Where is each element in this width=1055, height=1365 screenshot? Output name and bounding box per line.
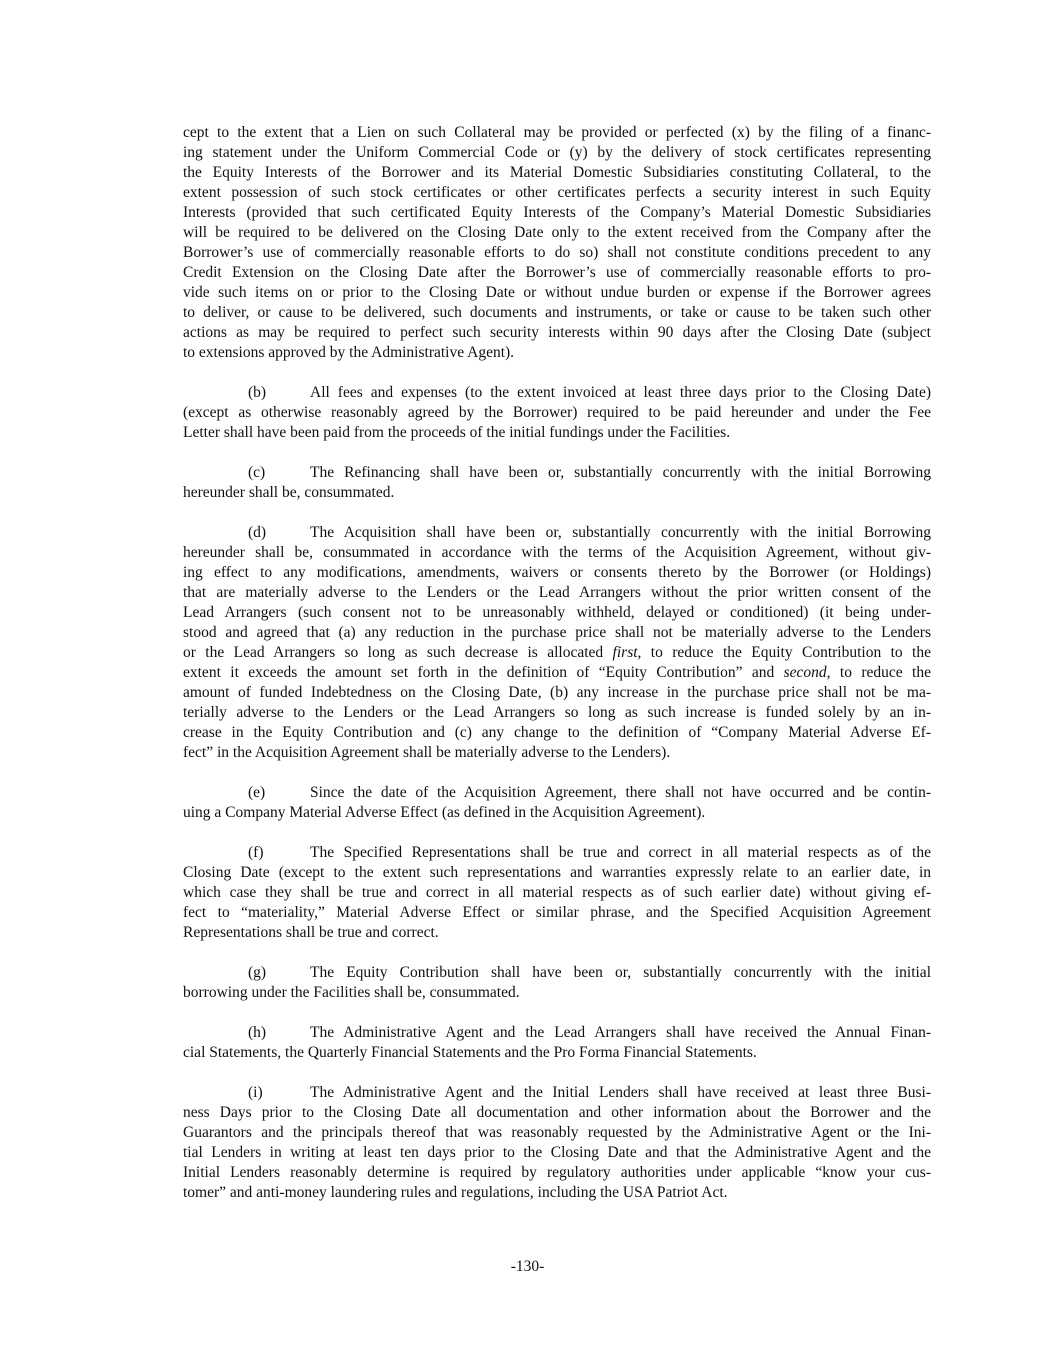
text-line: extent possession of such stock certificates or other certificates perfects a security interest in such Equity <box>183 184 931 201</box>
text-line: the Equity Interests of the Borrower and its Material Domestic Subsidiaries constituting Collateral, to the <box>183 164 931 181</box>
text-line: (g) The Equity Contribution shall have been or, substantially concurrently with the initial <box>183 963 931 983</box>
paragraph-i <box>183 1083 931 1203</box>
text-line: stood and agreed that (a) any reduction in the purchase price shall not be materially adverse to the Lenders <box>183 624 931 641</box>
text-line: (c) The Refinancing shall have been or, substantially concurrently with the initial Borrowing <box>183 463 931 483</box>
text-line: (b) All fees and expenses (to the extent invoiced at least three days prior to the Closing Date) <box>183 383 931 403</box>
paragraph-f <box>183 843 931 943</box>
text-line: ing statement under the Uniform Commercial Code or (y) by the delivery of stock certificates representing <box>183 144 931 161</box>
text-line: that are materially adverse to the Lenders or the Lead Arrangers without the prior written consent of the <box>183 584 931 601</box>
text-line: will be required to be delivered on the Closing Date only to the extent received from the Company after the <box>183 224 931 241</box>
text-line: ness Days prior to the Closing Date all documentation and other information about the Borrower and the <box>183 1104 931 1121</box>
paragraph-label: (e) <box>248 784 266 801</box>
text-line: extent it exceeds the amount set forth in the definition of “Equity Contribution” and second, to reduce the <box>183 664 931 681</box>
paragraph-c <box>183 463 931 503</box>
text-line: actions as may be required to perfect such security interests within 90 days after the Closing Date (subject <box>183 324 931 341</box>
text-line: vide such items on or prior to the Closing Date or without undue burden or expense if the Borrower agrees <box>183 284 931 301</box>
text-line: Interests (provided that such certificated Equity Interests of the Company’s Material Domestic Subsidiaries <box>183 204 931 221</box>
paragraph-label: (h) <box>248 1024 267 1041</box>
paragraph-d <box>183 523 931 763</box>
text-line: tial Lenders in writing at least ten days prior to the Closing Date and that the Administrative Agent and the <box>183 1144 931 1161</box>
text-line: borrowing under the Facilities shall be, consummated. <box>183 984 520 1001</box>
text-line: terially adverse to the Lenders or the Lead Arrangers so long as such increase is funded solely by an in- <box>183 704 931 721</box>
text-line: uing a Company Material Adverse Effect (as defined in the Acquisition Agreement). <box>183 804 706 821</box>
text-line: hereunder shall be, consummated. <box>183 484 395 501</box>
text-line: cial Statements, the Quarterly Financial Statements and the Pro Forma Financial Statements. <box>183 1044 757 1061</box>
text-line: Initial Lenders reasonably determine is required by regulatory authorities under applicable “know your cus- <box>183 1164 931 1181</box>
text-line: to deliver, or cause to be delivered, such documents and instruments, or take or cause to be taken such other <box>183 304 931 321</box>
text-line: ing effect to any modifications, amendments, waivers or consents thereto by the Borrower (or Holdings) <box>183 564 931 581</box>
paragraph-label: (c) <box>248 464 266 481</box>
paragraph-b <box>183 383 931 443</box>
text-line: (h) The Administrative Agent and the Lead Arrangers shall have received the Annual Finan- <box>183 1023 931 1043</box>
text-line: Letter shall have been paid from the proceeds of the initial fundings under the Facilities. <box>183 424 731 441</box>
text-line: hereunder shall be, consummated in accordance with the terms of the Acquisition Agreement, without giv- <box>183 544 931 561</box>
paragraph-h <box>183 1023 931 1063</box>
text-line: (except as otherwise reasonably agreed by the Borrower) required to be paid hereunder and under the Fee <box>183 404 931 421</box>
text-line: to extensions approved by the Administrative Agent). <box>183 344 515 361</box>
text-line: which case they shall be true and correct in all material respects as of such earlier date) without giving ef- <box>183 884 931 901</box>
text-line: Lead Arrangers (such consent not to be unreasonably withheld, delayed or conditioned) (it being under- <box>183 604 931 621</box>
text-line: Credit Extension on the Closing Date after the Borrower’s use of commercially reasonable efforts to pro- <box>183 264 931 281</box>
paragraph-label: (g) <box>248 964 267 981</box>
text-line: Representations shall be true and correct. <box>183 924 439 941</box>
paragraph-label: (f) <box>248 844 264 861</box>
document-body <box>183 123 931 1223</box>
text-line: tomer” and anti-money laundering rules and regulations, including the USA Patriot Act. <box>183 1184 728 1201</box>
text-line: Borrower’s use of commercially reasonable efforts to do so) shall not constitute conditions precedent to any <box>183 244 931 261</box>
text-line: Closing Date (except to the extent such representations and warranties expressly relate to an earlier date, in <box>183 864 931 881</box>
text-line: or the Lead Arrangers so long as such decrease is allocated first, to reduce the Equity Contribution to the <box>183 644 931 661</box>
text-line: (i) The Administrative Agent and the Initial Lenders shall have received at least three Busi- <box>183 1083 931 1103</box>
text-line: amount of funded Indebtedness on the Closing Date, (b) any increase in the purchase price shall not be ma- <box>183 684 931 701</box>
paragraph-continuation <box>183 123 931 363</box>
text-line: fect” in the Acquisition Agreement shall be materially adverse to the Lenders). <box>183 744 671 761</box>
paragraph-g <box>183 963 931 1003</box>
text-line: (e) Since the date of the Acquisition Agreement, there shall not have occurred and be contin- <box>183 783 931 803</box>
page-number: -130- <box>510 1258 545 1275</box>
paragraph-label: (i) <box>248 1084 263 1101</box>
paragraph-label: (d) <box>248 524 267 541</box>
paragraph-e <box>183 783 931 823</box>
text-line: (d) The Acquisition shall have been or, substantially concurrently with the initial Borrowing <box>183 523 931 543</box>
text-line: cept to the extent that a Lien on such Collateral may be provided or perfected (x) by the filing of a financ- <box>183 124 931 141</box>
text-line: Guarantors and the principals thereof that was reasonably requested by the Administrative Agent or the Ini- <box>183 1124 931 1141</box>
text-line: (f) The Specified Representations shall be true and correct in all material respects as of the <box>183 843 931 863</box>
text-line: crease in the Equity Contribution and (c) any change to the definition of “Company Material Adverse Ef- <box>183 724 931 741</box>
text-line: fect to “materiality,” Material Adverse Effect or similar phrase, and the Specified Acquisition Agreement <box>183 904 931 921</box>
paragraph-label: (b) <box>248 384 267 401</box>
